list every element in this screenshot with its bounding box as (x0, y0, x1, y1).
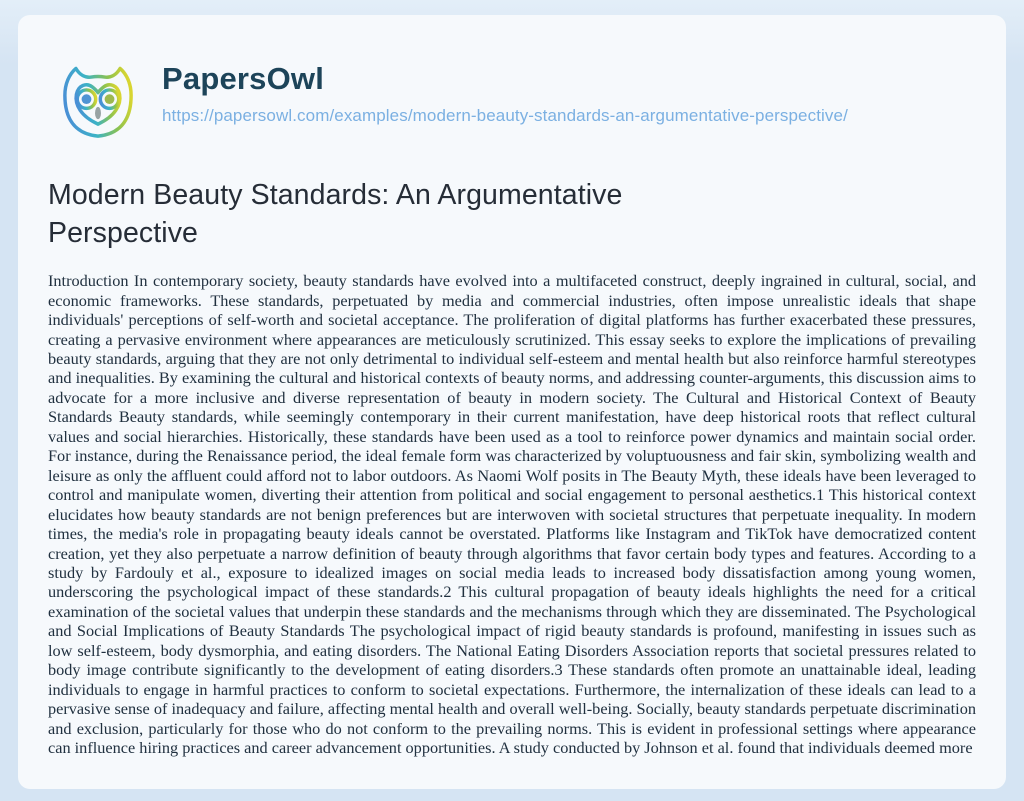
source-url-link[interactable]: https://papersowl.com/examples/modern-beauty-standards-an-argumentative-perspective/ (162, 105, 848, 125)
document-title: Modern Beauty Standards: An Argumentative Perspective (48, 179, 623, 249)
brand-name: PapersOwl (162, 61, 325, 96)
owl-logo-icon (50, 55, 146, 151)
site-header (48, 57, 976, 151)
document-body-text: Introduction In contemporary society, beauty standards have evolved into a multifaceted construct, deeply ingrained in cultural, social, and economic frameworks. These standards, perpetuated by media and commercial industries, often impose unrealistic ideals that shape individuals' perceptions of self-worth and societal acceptance. The proliferation of digital platforms has further exacerbated these pressures, creating a pervasive environment where appearances are meticulously scrutinized. This essay seeks to explore the implications of prevailing beauty standards, arguing that they are not only detrimental to individual self-esteem and mental health but also reinforce harmful stereotypes and inequalities. By examining the cultural and historical contexts of beauty norms, and addressing counter-arguments, this discussion aims to advocate for a more inclusive and diverse representation of beauty in modern society. The Cultural and Historical Context of Beauty Standards Beauty standards, while seemingly contemporary in their current manifestation, have deep historical roots that reflect cultural values and social hierarchies. Historically, these standards have been used as a tool to reinforce power dynamics and maintain social order. For instance, during the Renaissance period, the ideal female form was characterized by voluptuousness and fair skin, symbolizing wealth and leisure as only the affluent could afford not to labor outdoors. As Naomi Wolf posits in The Beauty Myth, these ideals have been leveraged to control and manipulate women, diverting their attention from political and social engagement to personal aesthetics.1 This historical context elucidates how beauty standards are not benign preferences but are interwoven with societal structures that perpetuate inequality. In modern times, the media's role in propagating beauty ideals cannot be overstated. Platforms like Instagram and TikTok have democratized content creation, yet they also perpetuate a narrow definition of beauty through algorithms that favor certain body types and features. According to a study by Fardouly et al., exposure to idealized images on social media leads to increased body dissatisfaction among young women, underscoring the psychological impact of these standards.2 This cultural propagation of beauty ideals highlights the need for a critical examination of the societal values that underpin these standards and the mechanisms through which they are disseminated. The Psychological and Social Implications of Beauty Standards The psychological impact of rigid beauty standards is profound, manifesting in issues such as low self-esteem, body dysmorphia, and eating disorders. The National Eating Disorders Association reports that societal pressures related to body image contribute significantly to the development of eating disorders.3 These standards often promote an unattainable ideal, leading individuals to engage in harmful practices to conform to societal expectations. Furthermore, the internalization of these ideals can lead to a pervasive sense of inadequacy and failure, affecting mental health and overall well-being. Socially, beauty standards perpetuate discrimination and exclusion, particularly for those who do not conform to the prevailing norms. This is evident in professional settings where appearance can influence hiring practices and career advancement opportunities. A study conducted by Johnson et al. found that individuals deemed more (48, 271, 976, 758)
document-card (18, 15, 1006, 789)
brand-block (162, 57, 848, 126)
